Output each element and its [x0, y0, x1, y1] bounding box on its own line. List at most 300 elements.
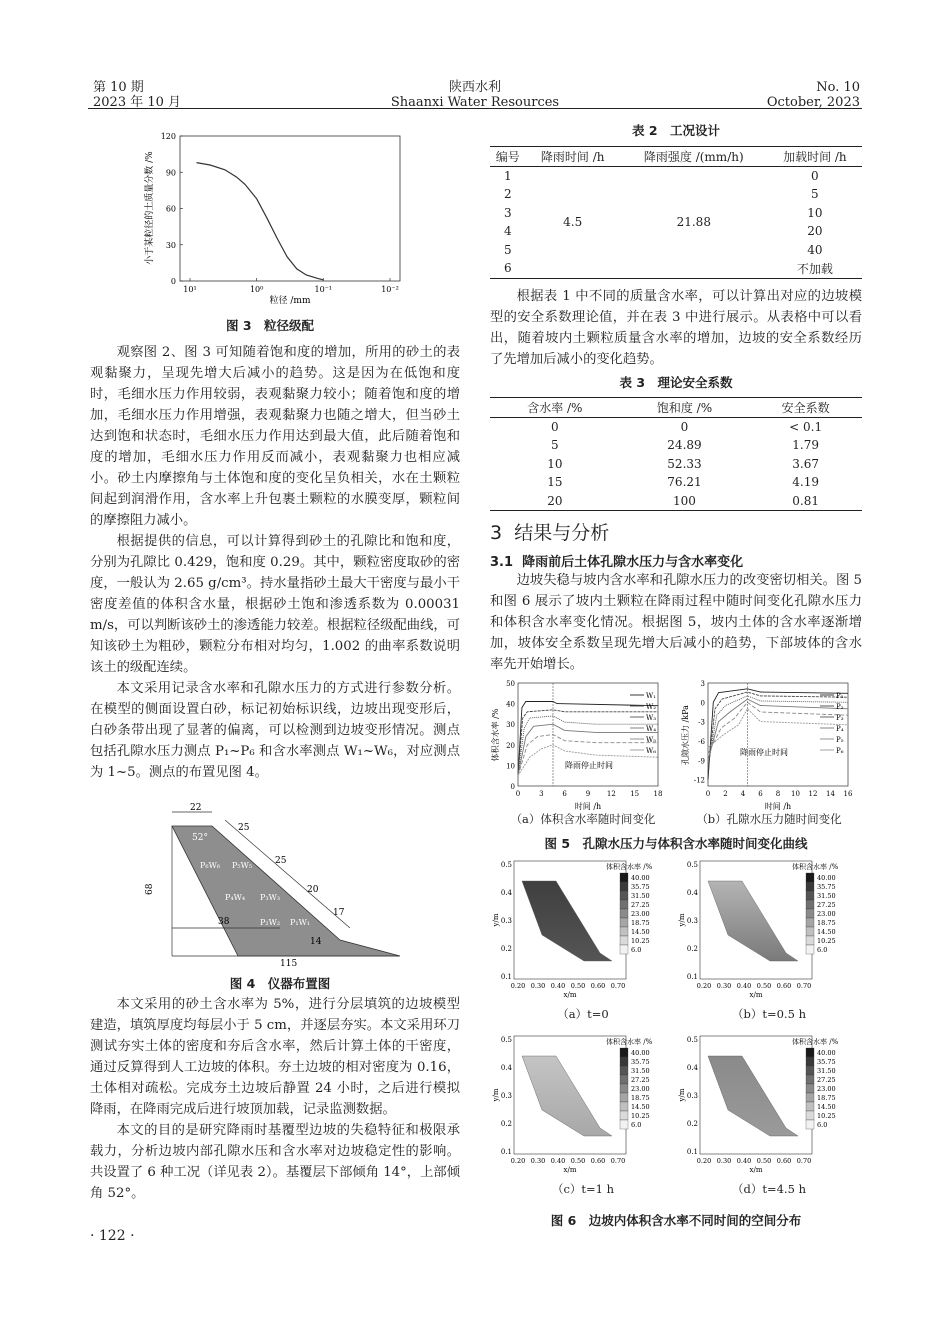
fig6-ylabel: y/m	[678, 1088, 686, 1102]
f5b-legend-label: P₄	[836, 725, 844, 733]
table2-rain-intensity-value: 21.88	[676, 215, 711, 229]
fig3-y-tick-label: 90	[165, 168, 176, 178]
fig5b-frame	[708, 683, 848, 786]
fig5b-legend	[820, 692, 844, 755]
fig6-y-tick-label: 0.1	[500, 1148, 512, 1156]
paragraph-5: 本文的目的是研究降雨时基覆型边坡的失稳特征和极限承载力，分析边坡内部孔隙水压和含水率对边坡稳定性的影响。共设置了 6 种工况（详见表 2）。基覆层下部倾角 14°，上部倾角 52°。	[90, 1123, 460, 1201]
fig6-colorbar-label: 6.0	[817, 1121, 828, 1129]
fig5b-y-ticks	[694, 680, 748, 786]
fig6-x-tick-label: 0.70	[796, 982, 812, 990]
fig6-colorbar-label: 27.25	[817, 901, 836, 909]
f5b-y-tick-label: -12	[693, 776, 705, 785]
table-cell: 1	[503, 168, 512, 183]
fig6-colorbar-swatch	[620, 909, 628, 918]
fig6-y-tick-label: 0.4	[686, 889, 698, 897]
f5b-legend-label: P₆	[836, 747, 844, 755]
table2-col-id: 编号	[495, 149, 520, 164]
fig6-ylabel: y/m	[492, 1088, 500, 1102]
fig6-x-tick-label: 0.50	[570, 1157, 586, 1165]
f5a-x-tick-label: 6	[562, 790, 567, 798]
header-left	[93, 80, 181, 110]
fig5a-x-ticks	[516, 790, 663, 798]
fig6-x-tick-label: 0.20	[696, 1157, 712, 1165]
f5a-legend-label: W₃	[646, 714, 657, 722]
fig6-colorbar-swatch	[806, 1084, 814, 1093]
table-cell: 5	[551, 438, 559, 453]
fig6-y-tick-label: 0.4	[686, 1064, 698, 1072]
fig4-caption: 图 4 仪器布置图	[229, 976, 331, 991]
table2-rain-time-value: 4.5	[563, 215, 583, 229]
fig6-y-tick-label: 0.2	[500, 1120, 512, 1128]
fig6-colorbar-swatch	[620, 945, 628, 954]
fig6-xlabel: x/m	[749, 1166, 763, 1174]
table-cell: 76.21	[667, 475, 702, 490]
fig6-y-tick-label: 0.4	[500, 1064, 512, 1072]
f5b-y-tick-label: -9	[698, 757, 705, 766]
f5b-x-tick-label: 0	[705, 790, 711, 798]
issue-date-en: October, 2023	[766, 95, 860, 110]
table-cell: 5	[811, 187, 819, 202]
f5b-x-tick-label: 10	[791, 790, 800, 798]
f5a-legend-label: W₂	[646, 703, 657, 711]
table3-header-row	[490, 398, 862, 418]
fig3-xlabel: 粒径 /mm	[269, 296, 311, 306]
fig6-subcaption-1: （a）t=0	[557, 1007, 609, 1021]
fig3-plot-frame	[180, 136, 400, 281]
fig6-colorbar-label: 10.25	[817, 1112, 836, 1120]
fig6-y-tick-label: 0.2	[500, 945, 512, 953]
table-cell: 10	[547, 456, 563, 471]
fig6-colorbar-swatch	[620, 1048, 628, 1057]
f5a-x-tick-label: 18	[653, 790, 663, 798]
table-cell: 0	[811, 168, 819, 183]
fig6-xlabel: x/m	[749, 991, 763, 999]
fig6-y-tick-label: 0.5	[500, 861, 512, 869]
fig6-y-tick-label: 0.2	[686, 1120, 698, 1128]
fig6-colorbar-title: 体积含水率 /%	[606, 863, 653, 871]
fig6-slope-field	[708, 881, 798, 961]
fig6-x-tick-label: 0.40	[550, 982, 566, 990]
fig3-caption: 图 3 粒径级配	[225, 318, 315, 333]
fig6-colorbar-swatch	[620, 1102, 628, 1111]
fig6-colorbar-swatch	[620, 1093, 628, 1102]
table-cell: 20	[547, 493, 563, 508]
f5a-y-tick-label: 50	[506, 680, 515, 688]
fig5b-x-ticks	[706, 790, 853, 798]
fig4-dim-38: 38	[218, 917, 230, 927]
fig3-x-tick-label: 10⁻¹	[314, 285, 333, 294]
fig6-colorbar-swatch	[806, 891, 814, 900]
fig6-colorbar-label: 18.75	[631, 1094, 650, 1102]
section-3-heading	[490, 518, 609, 545]
fig6-colorbar-label: 35.75	[631, 1058, 650, 1066]
table-cell: 0	[680, 419, 689, 434]
fig6-x-tick-label: 0.70	[610, 1157, 626, 1165]
f5a-x-tick-label: 15	[630, 790, 640, 798]
right-paragraph-2: 边坡失稳与坡内含水率和孔隙水压力的改变密切相关。图 5 和图 6 展示了坡内土颗粒在降雨过程中随时间变化孔隙水压力和体积含水率变化情况。根据图 5，坡内土体的含水率逐渐增加，坡体安全系数呈现先增大后减小的趋势，下部坡体的含水率先开始增长。	[490, 573, 862, 672]
fig4-dim-22: 22	[190, 803, 202, 813]
f5a-legend-label: W₅	[646, 736, 657, 744]
table-cell: 52.33	[667, 456, 702, 471]
fig6-xlabel: x/m	[563, 991, 577, 999]
fig4-point-p1w1: P₁W₁	[290, 918, 311, 927]
section-3-title: 结果与分析	[514, 522, 610, 544]
fig5-caption: 图 5 孔隙水压力与体积含水率随时间变化曲线	[544, 836, 808, 851]
section-31-heading	[490, 551, 743, 570]
fig3-x-tick-label: 10¹	[183, 285, 197, 294]
fig3-y-tick-label: 30	[165, 240, 176, 250]
fig6-colorbar-swatch	[806, 1057, 814, 1066]
fig6-x-tick-label: 0.30	[716, 1157, 732, 1165]
fig6-colorbar-swatch	[620, 1084, 628, 1093]
table3-col-water: 含水率 /%	[527, 400, 583, 415]
table2-col-rain-intensity: 降雨强度 /(mm/h)	[643, 149, 744, 164]
table3-col-saturation: 饱和度 /%	[656, 400, 713, 415]
paragraph-4: 本文采用的砂土含水率为 5%，进行分层填筑的边坡模型建造，填筑厚度均每层小于 5 cm，并逐层夯实。本文采用环刀测试夯实土体的密度和夯后含水率，然后计算土体的干密度，通过反算得到人工边坡的体积。夯土边坡的相对密度为 0.16，土体相对疏松。完成夯土边坡后静置 24 小时，之后进行模拟降雨，在降雨完成后进行坡顶加载，记录监测数据。	[90, 997, 460, 1117]
fig6-x-tick-label: 0.70	[796, 1157, 812, 1165]
fig6-colorbar-label: 40.00	[631, 1049, 650, 1057]
fig5a-y-ticks	[506, 680, 553, 791]
fig3-y-tick-label: 60	[165, 204, 176, 214]
table-cell: 不加载	[796, 261, 833, 276]
fig6-colorbar-swatch	[620, 873, 628, 882]
fig4-dim-25b: 25	[275, 856, 287, 866]
section-3-number: 3	[490, 522, 503, 544]
issue-number-en: No. 10	[816, 80, 860, 95]
f5b-legend-label: P₁	[836, 692, 844, 700]
fig6-colorbar-swatch	[806, 873, 814, 882]
fig5a-ylabel: 体积含水率 /%	[491, 708, 500, 762]
fig4-dim-115: 115	[280, 959, 298, 969]
fig6-slope-field	[708, 1056, 798, 1136]
fig6-colorbar-swatch	[806, 1066, 814, 1075]
table2-header-row	[490, 147, 862, 167]
f5b-x-tick-label: 2	[723, 790, 728, 798]
fig6-colorbar-label: 31.50	[817, 1067, 836, 1075]
fig6-y-tick-label: 0.2	[686, 945, 698, 953]
fig6-y-tick-label: 0.1	[500, 973, 512, 981]
fig6-colorbar-swatch	[620, 1120, 628, 1129]
fig6-x-tick-label: 0.20	[696, 982, 712, 990]
fig6-x-tick-label: 0.40	[736, 1157, 752, 1165]
f5b-x-tick-label: 8	[775, 790, 781, 798]
fig5a-chart	[490, 680, 662, 811]
table3	[490, 397, 862, 511]
fig6-y-tick-label: 0.1	[686, 973, 698, 981]
f5a-x-tick-label: 3	[539, 790, 544, 798]
fig4-dim-17: 17	[333, 908, 345, 918]
fig6-colorbar-swatch	[620, 891, 628, 900]
table-cell: 20	[807, 224, 823, 239]
table-cell: 15	[547, 475, 563, 490]
fig6-colorbar-swatch	[806, 900, 814, 909]
fig5b-subcaption: （b）孔隙水压力随时间变化	[696, 812, 842, 826]
fig6-colorbar-swatch	[620, 918, 628, 927]
fig6-x-tick-label: 0.50	[756, 1157, 772, 1165]
fig6-colorbar-swatch	[806, 1102, 814, 1111]
header-right	[767, 80, 860, 110]
page-number: · 122 ·	[90, 1228, 135, 1244]
f5a-y-tick-label: 40	[506, 700, 515, 709]
fig6-colorbar-title: 体积含水率 /%	[792, 1038, 839, 1046]
fig6-colorbar-swatch	[620, 936, 628, 945]
f5b-x-tick-label: 12	[808, 790, 818, 798]
f5b-x-tick-label: 6	[758, 790, 763, 798]
fig6-colorbar-swatch	[806, 882, 814, 891]
f5b-series-1	[708, 689, 848, 780]
fig5a-annotation: 降雨停止时间	[565, 761, 613, 770]
fig6-x-tick-label: 0.40	[550, 1157, 566, 1165]
fig6-colorbar-label: 27.25	[817, 1076, 836, 1084]
fig6-colorbar-swatch	[806, 927, 814, 936]
fig4-angle-52: 52°	[192, 833, 208, 843]
f5b-legend-label: P₅	[836, 736, 844, 744]
fig6-colorbar-swatch	[620, 900, 628, 909]
fig6-colorbar-label: 35.75	[631, 883, 650, 891]
f5b-legend-label: P₃	[836, 714, 844, 722]
fig6-colorbar-label: 35.75	[817, 883, 836, 891]
fig6-colorbar-swatch	[620, 927, 628, 936]
fig3-y-tick-label: 120	[160, 132, 176, 141]
fig3-ylabel: 小于某粒径的土质量分数 /%	[145, 151, 155, 265]
fig6-y-tick-label: 0.3	[500, 1092, 512, 1100]
paragraph-1: 观察图 2、图 3 可知随着饱和度的增加，所用的砂土的表观黏聚力，呈现先增大后减小的趋势。这是因为在低饱和度时，毛细水压力作用较弱，表观黏聚力较小；随着饱和度的增加，毛细水压力作用增强，表观黏聚力也随之增大，但当砂土达到饱和状态时，毛细水压力作用达到最大值，此后随着饱和度的增加，毛细水压力作用反而减小，表观黏聚力也相应减小。砂土内摩擦角与土体饱和度的变化呈负相关，水在土颗粒间起到润滑作用，含水率上升包裹土颗粒的水膜变厚，颗粒间的摩擦阻力减小。	[90, 345, 460, 528]
table-cell: 2	[503, 187, 512, 202]
fig6-colorbar-label: 18.75	[817, 1094, 836, 1102]
table-cell: 100	[673, 493, 696, 508]
fig6-colorbar-label: 10.25	[817, 937, 836, 945]
table-cell: 4.19	[792, 475, 820, 490]
fig6-colorbar-label: 40.00	[817, 874, 836, 882]
f5a-y-tick-label: 30	[506, 721, 515, 730]
f5b-y-tick-label: -3	[698, 718, 705, 727]
fig6-x-tick-label: 0.40	[736, 982, 752, 990]
table-cell: 40	[807, 242, 823, 257]
fig6-colorbar-label: 27.25	[631, 901, 650, 909]
fig6-colorbar-title: 体积含水率 /%	[792, 863, 839, 871]
table-row	[490, 492, 862, 511]
fig6-x-tick-label: 0.60	[776, 1157, 792, 1165]
table-cell: 6	[503, 261, 512, 276]
fig6-colorbar-label: 14.50	[631, 1103, 650, 1111]
fig6-colorbar-label: 31.50	[631, 892, 650, 900]
journal-name-cn: 陕西水利	[448, 80, 501, 95]
f5b-y-tick-label: 0	[700, 699, 705, 708]
fig6-colorbar-title: 体积含水率 /%	[606, 1038, 653, 1046]
fig5b-chart	[680, 680, 853, 811]
fig6-y-tick-label: 0.4	[500, 889, 512, 897]
fig6-colorbar-label: 23.00	[817, 1085, 836, 1093]
f5b-legend-label: P₂	[836, 703, 844, 711]
fig6-caption: 图 6 边坡内体积含水率不同时间的空间分布	[550, 1213, 802, 1228]
fig4-dim-68: 68	[145, 883, 155, 895]
table2	[490, 146, 862, 279]
fig6-colorbar-label: 14.50	[817, 928, 836, 936]
f5a-legend-label: W₆	[646, 747, 657, 755]
table-cell: 4	[503, 224, 512, 239]
issue-date: 2023 年 10 月	[93, 95, 182, 110]
fig6-subcaption-2: （b）t=0.5 h	[732, 1007, 806, 1021]
fig4-dim-14: 14	[310, 937, 322, 947]
fig6-colorbar-label: 40.00	[817, 1049, 836, 1057]
f5a-x-tick-label: 9	[585, 790, 591, 798]
fig6-colorbar-swatch	[806, 936, 814, 945]
fig5a-legend	[630, 692, 656, 755]
table-cell: 5	[503, 242, 512, 257]
f5b-y-tick-label: 3	[700, 680, 705, 688]
table-row	[490, 473, 862, 492]
fig6-ylabel: y/m	[678, 913, 686, 927]
fig3-x-ticks	[183, 278, 399, 294]
fig3-grading-curve	[197, 163, 324, 280]
fig6-colorbar-label: 31.50	[817, 892, 836, 900]
section-31-title: 降雨前后土体孔隙水压力与含水率变化	[522, 555, 744, 570]
fig6-colorbar-label: 6.0	[817, 946, 828, 954]
fig3-x-tick-label: 10⁻²	[381, 285, 399, 294]
fig6-x-tick-label: 0.50	[570, 982, 586, 990]
f5a-legend-label: W₁	[646, 692, 657, 700]
fig5b-series	[708, 689, 848, 780]
fig3-chart	[130, 128, 410, 308]
fig6-colorbar-swatch	[620, 1066, 628, 1075]
fig6-panel-4	[676, 1030, 862, 1180]
fig6-y-tick-label: 0.3	[686, 1092, 698, 1100]
fig4-point-p2w2: P₂W₂	[260, 918, 281, 927]
fig6-slope-field	[522, 1056, 612, 1136]
fig6-colorbar-label: 23.00	[817, 910, 836, 918]
fig5a-xlabel: 时间 /h	[574, 802, 602, 811]
issue-number: 第 10 期	[93, 80, 144, 95]
section-31-number: 3.1	[490, 555, 514, 570]
header-rule	[88, 108, 862, 109]
table-cell: 0.81	[792, 493, 820, 508]
table-row	[490, 417, 862, 436]
fig4-point-p3w3: P₃W₃	[260, 893, 281, 902]
table-row	[490, 166, 862, 185]
fig6-colorbar-label: 14.50	[817, 1103, 836, 1111]
fig6-x-tick-label: 0.20	[510, 982, 526, 990]
fig6-colorbar-label: 23.00	[631, 910, 650, 918]
f5a-x-tick-label: 12	[606, 790, 616, 798]
fig4-point-p5w5: P₅W₅	[232, 861, 253, 870]
fig6-colorbar-swatch	[620, 882, 628, 891]
fig6-colorbar-swatch	[806, 909, 814, 918]
fig6-colorbar-swatch	[806, 1075, 814, 1084]
table2-col-load-time: 加载时间 /h	[783, 149, 847, 164]
fig4-dim-25a: 25	[238, 823, 250, 833]
fig3-x-tick-label: 10⁰	[249, 285, 264, 294]
f5b-y-tick-label: -6	[698, 737, 705, 746]
left-text-block-1	[90, 342, 460, 783]
table2-col-rain-time: 降雨时间 /h	[540, 149, 605, 164]
fig6-colorbar-label: 10.25	[631, 1112, 650, 1120]
fig6-colorbar-label: 35.75	[817, 1058, 836, 1066]
fig4-point-p4w4: P₄W₄	[225, 893, 246, 902]
fig5b-xlabel: 时间 /h	[764, 802, 792, 811]
fig6-colorbar-swatch	[620, 1075, 628, 1084]
left-text-block-2	[90, 994, 460, 1204]
fig6-colorbar-swatch	[806, 918, 814, 927]
f5b-series-2	[708, 692, 848, 773]
fig6-colorbar-label: 6.0	[631, 1121, 642, 1129]
table-row	[490, 436, 862, 455]
fig6-x-tick-label: 0.20	[510, 1157, 526, 1165]
f5a-y-tick-label: 0	[510, 783, 515, 791]
fig6-x-tick-label: 0.50	[756, 982, 772, 990]
fig6-subcaption-3: （c）t=1 h	[551, 1182, 615, 1196]
fig6-y-tick-label: 0.3	[500, 917, 512, 925]
fig4-point-p6w6: P₆W₆	[200, 861, 221, 870]
journal-name-en: Shaanxi Water Resources	[390, 95, 560, 110]
f5a-y-tick-label: 20	[506, 741, 515, 750]
fig6-panel-1	[490, 855, 676, 1005]
fig4-slope-body	[172, 826, 400, 956]
fig6-y-tick-label: 0.1	[686, 1148, 698, 1156]
table2-title: 表 2 工况设计	[631, 123, 721, 138]
table-cell: 0	[551, 419, 559, 434]
f5b-x-tick-label: 14	[826, 790, 835, 798]
fig6-colorbar-label: 23.00	[631, 1085, 650, 1093]
fig4-dim-20: 20	[307, 885, 319, 895]
fig6-ylabel: y/m	[492, 913, 500, 927]
fig6-colorbar-label: 6.0	[631, 946, 642, 954]
fig5-charts	[490, 675, 862, 813]
table-cell: 3	[503, 205, 512, 220]
fig6-x-tick-label: 0.70	[610, 982, 626, 990]
table-cell: 24.89	[667, 438, 702, 453]
fig3-y-tick-label: 0	[170, 277, 176, 286]
fig6-colorbar-swatch	[806, 1048, 814, 1057]
fig6-colorbar-swatch	[806, 1120, 814, 1129]
table-cell: 3.67	[792, 456, 820, 471]
fig5b-annotation: 降雨停止时间	[740, 748, 788, 757]
fig4-diagram	[130, 800, 430, 970]
fig6-x-tick-label: 0.30	[716, 982, 732, 990]
fig6-y-tick-label: 0.5	[500, 1036, 512, 1044]
paragraph-3: 本文采用记录含水率和孔隙水压力的方式进行参数分析。在模型的侧面设置白砂，标记初始标识线，边坡出现变形后，白砂条带出现了显著的偏离，可以检测到边坡变形情况。测点包括孔隙水压力测点 P₁~P₆ 和含水率测点 W₁~W₆，对应测点为 1~5。测点的布置见图 4。	[90, 681, 460, 780]
fig6-colorbar-label: 10.25	[631, 937, 650, 945]
fig6-panel-3	[490, 1030, 676, 1180]
fig6-x-tick-label: 0.30	[530, 982, 546, 990]
fig6-colorbar-label: 18.75	[817, 919, 836, 927]
f5b-x-tick-label: 4	[740, 790, 746, 798]
right-paragraph-1: 根据表 1 中不同的质量含水率，可以计算出对应的边坡模型的安全系数理论值，并在表 3 中进行展示。从表格中可以看出，随着坡内土颗粒质量含水率的增加，边坡的安全系数经历了先增加后减小的变化趋势。	[490, 289, 862, 367]
fig6-colorbar-label: 14.50	[631, 928, 650, 936]
fig6-y-tick-label: 0.5	[686, 1036, 698, 1044]
f5a-y-tick-label: 10	[506, 762, 515, 771]
fig6-subcaption-4: （d）t=4.5 h	[732, 1182, 806, 1196]
table3-title: 表 3 理论安全系数	[619, 375, 733, 390]
table-cell: < 0.1	[789, 419, 823, 434]
fig6-colorbar-swatch	[620, 1111, 628, 1120]
fig6-y-tick-label: 0.3	[686, 917, 698, 925]
fig6-x-tick-label: 0.60	[590, 982, 606, 990]
fig6-colorbar-swatch	[806, 1111, 814, 1120]
fig6-y-tick-label: 0.5	[686, 861, 698, 869]
f5a-x-tick-label: 0	[515, 790, 521, 798]
fig6-x-tick-label: 0.30	[530, 1157, 546, 1165]
fig6-xlabel: x/m	[563, 1166, 577, 1174]
fig6-colorbar-label: 18.75	[631, 919, 650, 927]
paragraph-2: 根据提供的信息，可以计算得到砂土的孔隙比和饱和度，分别为孔隙比 0.429，饱和度 0.29。其中，颗粒密度取砂的密度，一般认为 2.65 g/cm³。持水量指砂土最大干密度与最小干密度差值的体积含水量，根据砂土饱和渗透系数为 0.00031 m/s，可以判断该砂土的渗透能力较差。根据粒径级配曲线，可知该砂土为粗砂，颗粒分布相对均匀，1.002 的曲率系数说明该土的级配连续。	[90, 534, 460, 675]
fig6-colorbar-swatch	[806, 1093, 814, 1102]
fig6-colorbar-label: 40.00	[631, 874, 650, 882]
table-row	[490, 455, 862, 474]
fig6-colorbar-swatch	[620, 1057, 628, 1066]
table-cell: 10	[807, 205, 823, 220]
header-center	[330, 80, 620, 110]
fig6-slope-field	[522, 881, 612, 961]
